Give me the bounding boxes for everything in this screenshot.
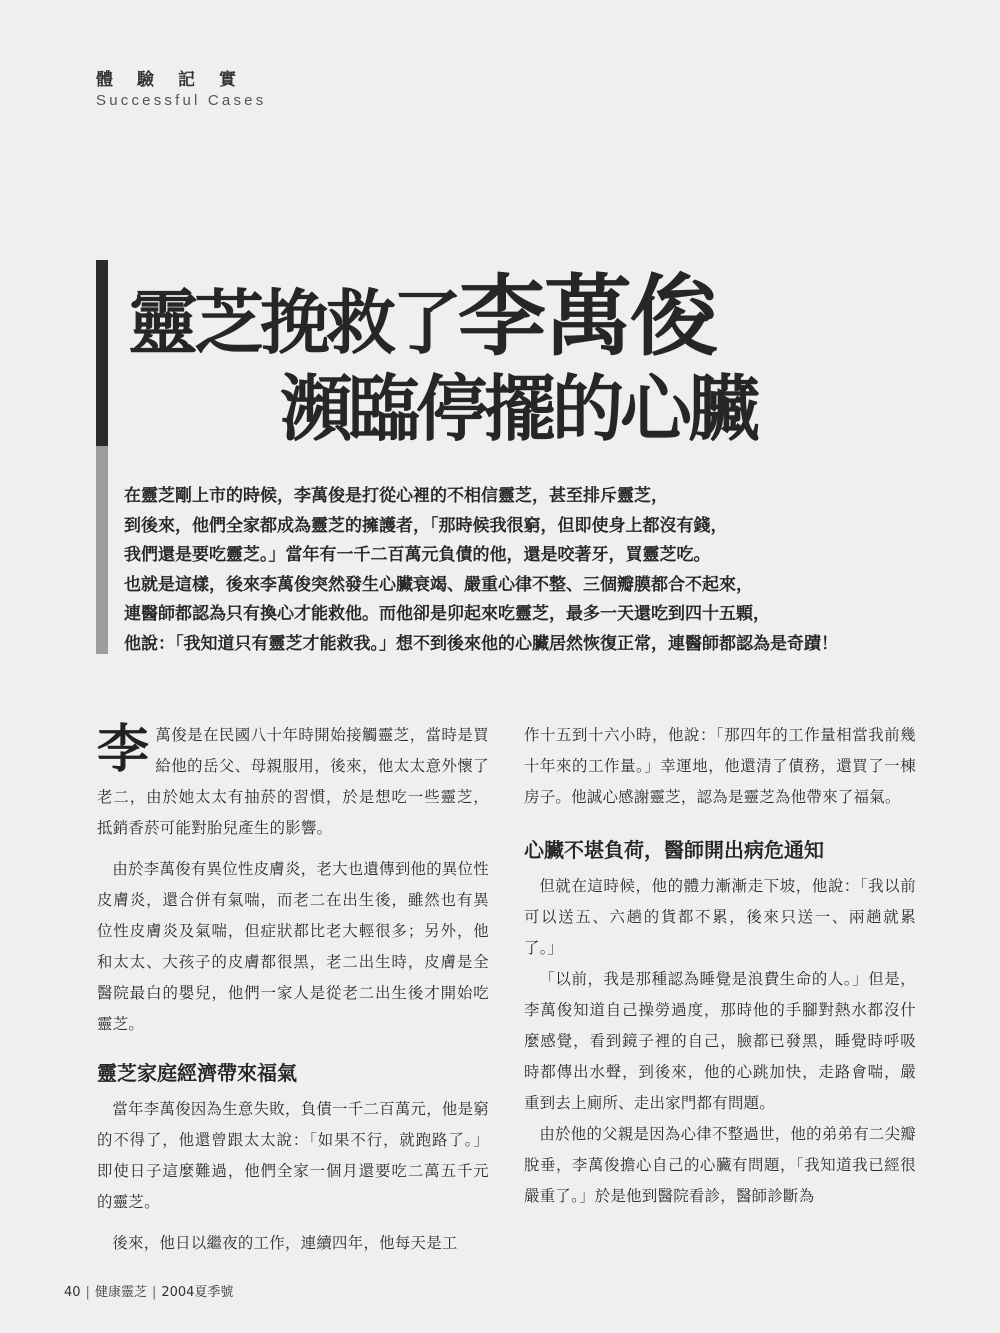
body-paragraph: 作十五到十六小時，他說：「那四年的工作量相當我前幾十年來的工作量。」幸運地，他還清了債務，還買了一棟房子。他誠心感謝靈芝，認為是靈芝為他帶來了福氣。 <box>524 726 916 806</box>
footer-divider: | <box>85 1285 90 1300</box>
page-number: 40 <box>64 1285 81 1300</box>
title-name: 李萬俊 <box>458 264 717 368</box>
body-paragraph: 當年李萬俊因為生意失敗，負債一千二百萬元，他是窮的不得了，他還曾跟太太說：「如果不行，就跑路了。」即使日子這麼難過，他們全家一個月還要吃二萬五千元的靈芝。 <box>97 1100 489 1211</box>
intro-accent-bar-grey <box>96 446 108 654</box>
section-heading: 心臟不堪負荷，醫師開出病危通知 <box>524 838 824 862</box>
body-column-left <box>97 720 489 1259</box>
intro-line: 連醫師都認為只有換心才能救他。而他卻是卯起來吃靈芝，最多一天還吃到四十五顆， <box>124 604 770 624</box>
paragraph-text: 萬俊是在民國八十年時開始接觸靈芝，當時是買給他的岳父、母親服用，後來，他太太意外懷了老二，由於她太太有抽菸的習慣，於是想吃一些靈芝，抵銷香菸可能對胎兒產生的影響。 <box>97 726 489 837</box>
intro-line: 他說：「我知道只有靈芝才能救我。」想不到後來他的心臟居然恢復正常，連醫師都認為是奇蹟！ <box>124 633 838 654</box>
body-paragraph: 由於李萬俊有異位性皮膚炎，老大也遺傳到他的異位性皮膚炎，還合併有氣喘，而老二在出生後，雖然也有異位性皮膚炎及氣喘，但症狀都比老大輕很多；另外，他和太太、大孩子的皮膚都很黑，老二出生時，皮膚是全醫院最白的嬰兒，他們一家人是從老二出生後才開始吃靈芝。 <box>97 860 489 1033</box>
section-heading: 靈芝家庭經濟帶來福氣 <box>97 1061 297 1085</box>
page-footer <box>64 1281 233 1300</box>
section-label <box>96 70 266 109</box>
intro-line: 到後來，他們全家都成為靈芝的擁護者，「那時候我很窮，但即使身上都沒有錢， <box>124 515 728 536</box>
intro-line: 也就是這樣，後來李萬俊突然發生心臟衰竭、嚴重心律不整、三個瓣膜都合不起來， <box>124 574 753 595</box>
issue-name: 2004夏季號 <box>161 1285 234 1300</box>
section-label-english: Successful Cases <box>96 92 267 109</box>
intro-line: 在靈芝剛上市的時候，李萬俊是打從心裡的不相信靈芝，甚至排斥靈芝， <box>124 486 668 506</box>
drop-cap: 李 <box>97 719 150 780</box>
body-paragraph <box>97 720 489 844</box>
intro-line: 我們還是要吃靈芝。」當年有一千二百萬元負債的他，還是咬著牙，買靈芝吃。 <box>124 545 711 565</box>
footer-divider: | <box>151 1285 157 1300</box>
body-column-right <box>524 720 916 1212</box>
title-accent-bar-dark <box>96 260 108 446</box>
article-title-line-2: 瀕臨停擺的心臟 <box>280 366 757 451</box>
body-paragraph: 「以前，我是那種認為睡覺是浪費生命的人。」但是，李萬俊知道自己操勞過度，那時他的手腳對熱水都沒什麼感覺，看到鏡子裡的自己，臉都已發黑，睡覺時呼吸時都傳出水聲，到後來，他的心跳加快，走路會喘，嚴重到去上廁所、走出家門都有問題。 <box>524 970 916 1112</box>
title-prefix: 靈芝挽救了 <box>128 281 458 364</box>
section-label-chinese: 體驗記實 <box>96 70 260 90</box>
magazine-name: 健康靈芝 <box>94 1285 147 1300</box>
article-intro <box>124 482 884 659</box>
body-paragraph: 但就在這時候，他的體力漸漸走下坡，他說：「我以前可以送五、六趟的貨都不累，後來只送一、兩趟就累了。」 <box>524 877 916 957</box>
body-paragraph: 由於他的父親是因為心律不整過世，他的弟弟有二尖瓣脫垂，李萬俊擔心自己的心臟有問題，「我知道我已經很嚴重了。」於是他到醫院看診，醫師診斷為 <box>524 1125 916 1205</box>
body-paragraph: 後來，他日以繼夜的工作，連續四年，他每天是工 <box>112 1234 458 1252</box>
